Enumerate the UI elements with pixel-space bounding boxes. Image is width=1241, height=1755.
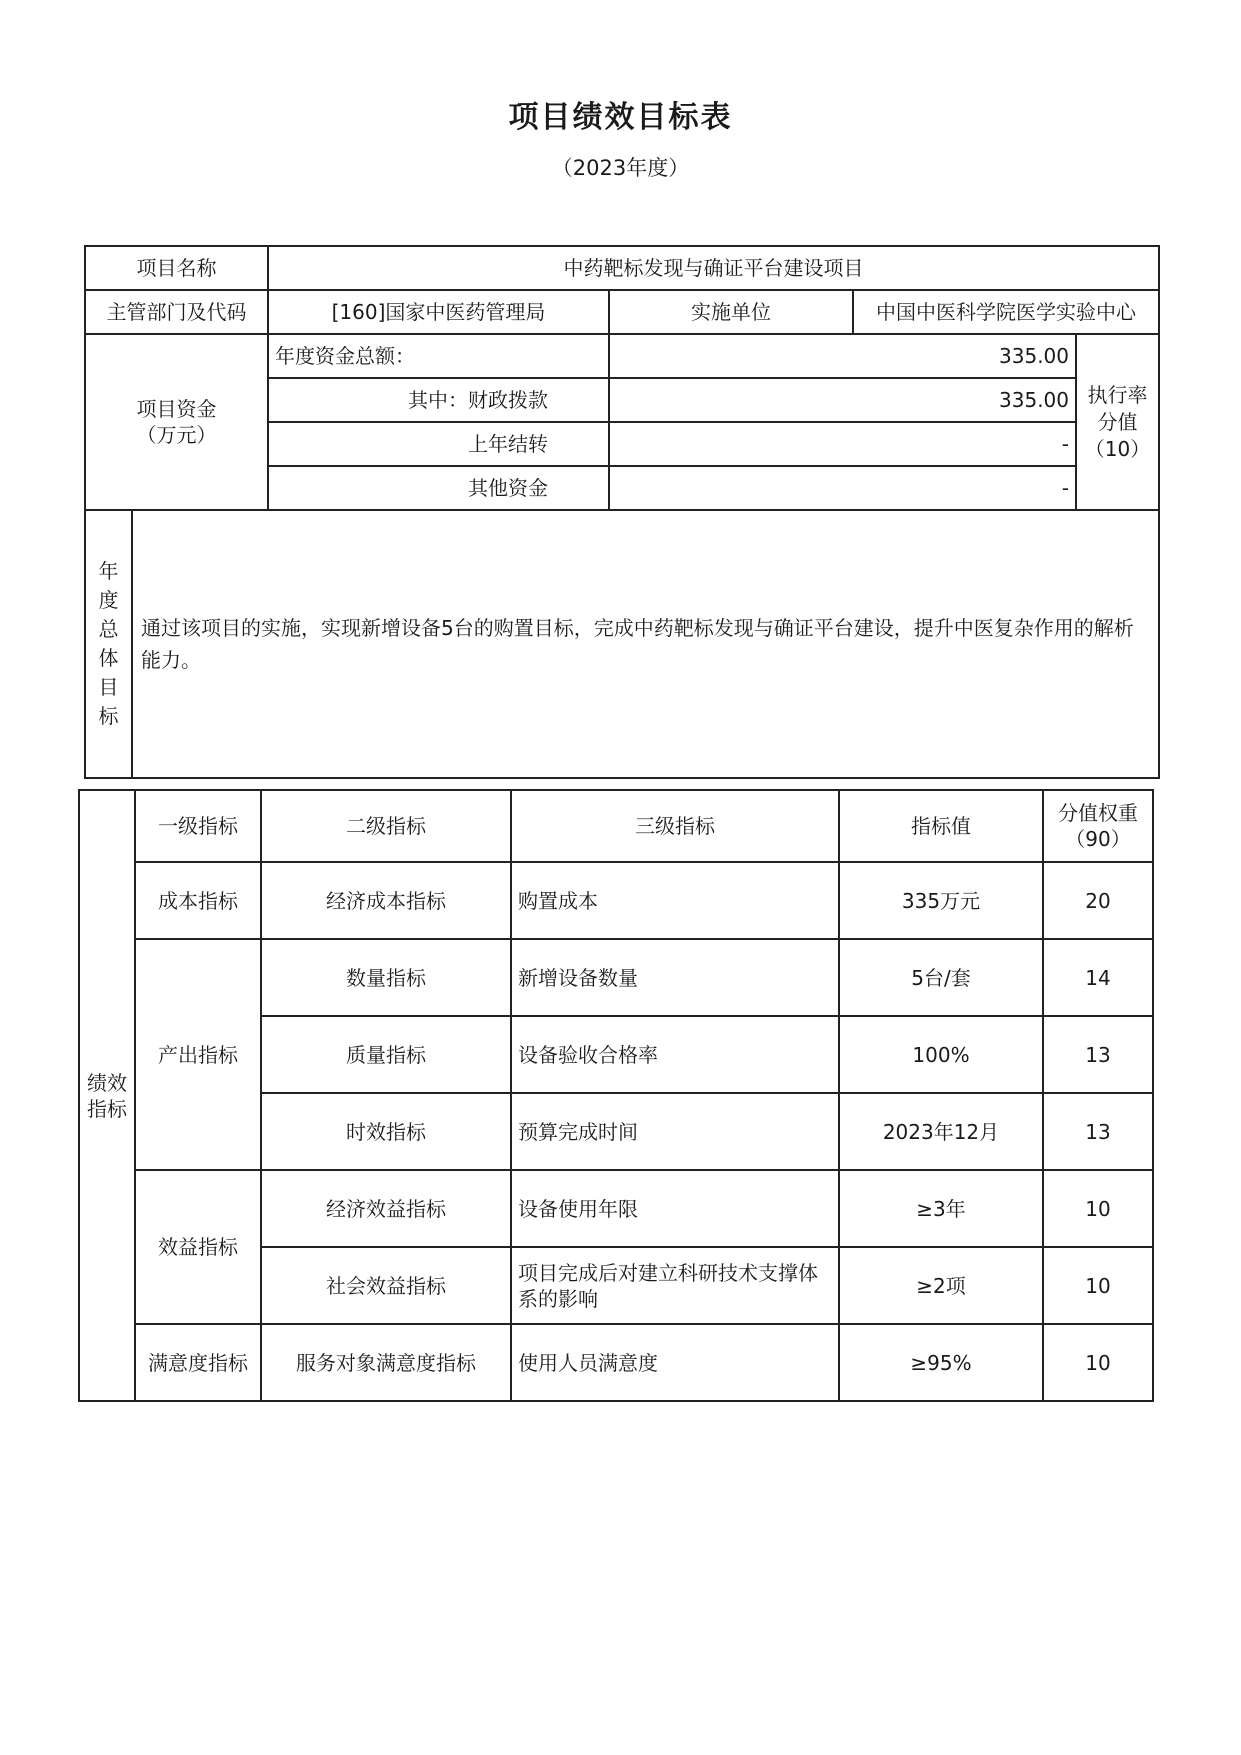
funds-other-label: 其他资金 <box>268 466 609 510</box>
weight-cell: 10 <box>1043 1324 1153 1401</box>
table-row <box>79 1170 1153 1247</box>
level3-cell: 购置成本 <box>511 862 839 939</box>
header-level2: 二级指标 <box>261 790 511 862</box>
funds-carryover-value: - <box>609 422 1076 466</box>
level3-cell: 设备验收合格率 <box>511 1016 839 1093</box>
value-cell: 335万元 <box>839 862 1043 939</box>
weight-cell: 13 <box>1043 1016 1153 1093</box>
performance-side-label-line2: 指标 <box>87 1096 127 1121</box>
level1-cell: 满意度指标 <box>135 1324 261 1401</box>
dept-label: 主管部门及代码 <box>85 290 268 334</box>
header-weight <box>1043 790 1153 862</box>
header-weight-line1: 分值权重 <box>1058 801 1138 825</box>
header-value: 指标值 <box>839 790 1043 862</box>
level2-cell: 时效指标 <box>261 1093 511 1170</box>
value-cell: ≥3年 <box>839 1170 1043 1247</box>
weight-cell: 10 <box>1043 1247 1153 1324</box>
project-name-value: 中药靶标发现与确证平台建设项目 <box>268 246 1159 290</box>
level2-cell: 数量指标 <box>261 939 511 1016</box>
weight-cell: 20 <box>1043 862 1153 939</box>
funds-total-value: 335.00 <box>609 334 1076 378</box>
value-cell: ≥2项 <box>839 1247 1043 1324</box>
exec-rate-line3: （10） <box>1084 436 1151 461</box>
goal-label-char: 度 <box>98 588 119 612</box>
goal-label-char: 标 <box>98 704 119 728</box>
funds-label-line2: （万元） <box>136 423 217 447</box>
performance-side-label-line1: 绩效 <box>87 1070 127 1095</box>
exec-rate-line2: 分值 <box>1097 409 1138 434</box>
annual-goal-label <box>85 510 132 778</box>
level2-cell: 社会效益指标 <box>261 1247 511 1324</box>
page-title: 项目绩效目标表 <box>508 100 733 135</box>
level2-cell: 质量指标 <box>261 1016 511 1093</box>
project-info-table <box>84 245 1160 779</box>
annual-goal-text: 通过该项目的实施，实现新增设备5台的购置目标，完成中药靶标发现与确证平台建设，提升中医复杂作用的解析能力。 <box>132 510 1159 778</box>
level3-cell: 使用人员满意度 <box>511 1324 839 1401</box>
level2-cell: 经济成本指标 <box>261 862 511 939</box>
goal-label-char: 总 <box>98 617 119 641</box>
level1-cell: 成本指标 <box>135 862 261 939</box>
header-level1: 一级指标 <box>135 790 261 862</box>
level1-cell: 效益指标 <box>135 1170 261 1324</box>
project-name-label: 项目名称 <box>85 246 268 290</box>
impl-unit-label: 实施单位 <box>609 290 853 334</box>
weight-cell: 10 <box>1043 1170 1153 1247</box>
goal-label-char: 体 <box>98 646 119 670</box>
level3-cell: 预算完成时间 <box>511 1093 839 1170</box>
weight-cell: 13 <box>1043 1093 1153 1170</box>
funds-label <box>85 334 268 510</box>
header-level3: 三级指标 <box>511 790 839 862</box>
exec-rate-line1: 执行率 <box>1087 382 1148 407</box>
dept-value: [160]国家中医药管理局 <box>268 290 609 334</box>
funds-carryover-label: 上年结转 <box>268 422 609 466</box>
header-weight-line2: （90） <box>1065 827 1131 851</box>
funds-other-value: - <box>609 466 1076 510</box>
exec-rate-score <box>1076 334 1159 510</box>
value-cell: 5台/套 <box>839 939 1043 1016</box>
funds-total-label: 年度资金总额： <box>268 334 609 378</box>
level3-cell: 项目完成后对建立科研技术支撑体系的影响 <box>511 1247 839 1324</box>
table-row <box>79 862 1153 939</box>
level3-cell: 设备使用年限 <box>511 1170 839 1247</box>
page-subtitle-year: （2023年度） <box>551 156 690 180</box>
goal-label-char: 目 <box>98 675 119 699</box>
level2-cell: 服务对象满意度指标 <box>261 1324 511 1401</box>
funds-label-line1: 项目资金 <box>136 397 217 421</box>
level2-cell: 经济效益指标 <box>261 1170 511 1247</box>
weight-cell: 14 <box>1043 939 1153 1016</box>
performance-indicators-table <box>78 789 1154 1402</box>
funds-fiscal-value: 335.00 <box>609 378 1076 422</box>
impl-unit-value: 中国中医科学院医学实验中心 <box>853 290 1159 334</box>
value-cell: 2023年12月 <box>839 1093 1043 1170</box>
goal-label-char: 年 <box>98 559 119 583</box>
level1-cell: 产出指标 <box>135 939 261 1170</box>
level3-cell: 新增设备数量 <box>511 939 839 1016</box>
performance-side-label <box>79 790 135 1401</box>
value-cell: ≥95% <box>839 1324 1043 1401</box>
table-row <box>79 1324 1153 1401</box>
value-cell: 100% <box>839 1016 1043 1093</box>
table-row <box>79 939 1153 1016</box>
funds-fiscal-label: 其中：财政拨款 <box>268 378 609 422</box>
